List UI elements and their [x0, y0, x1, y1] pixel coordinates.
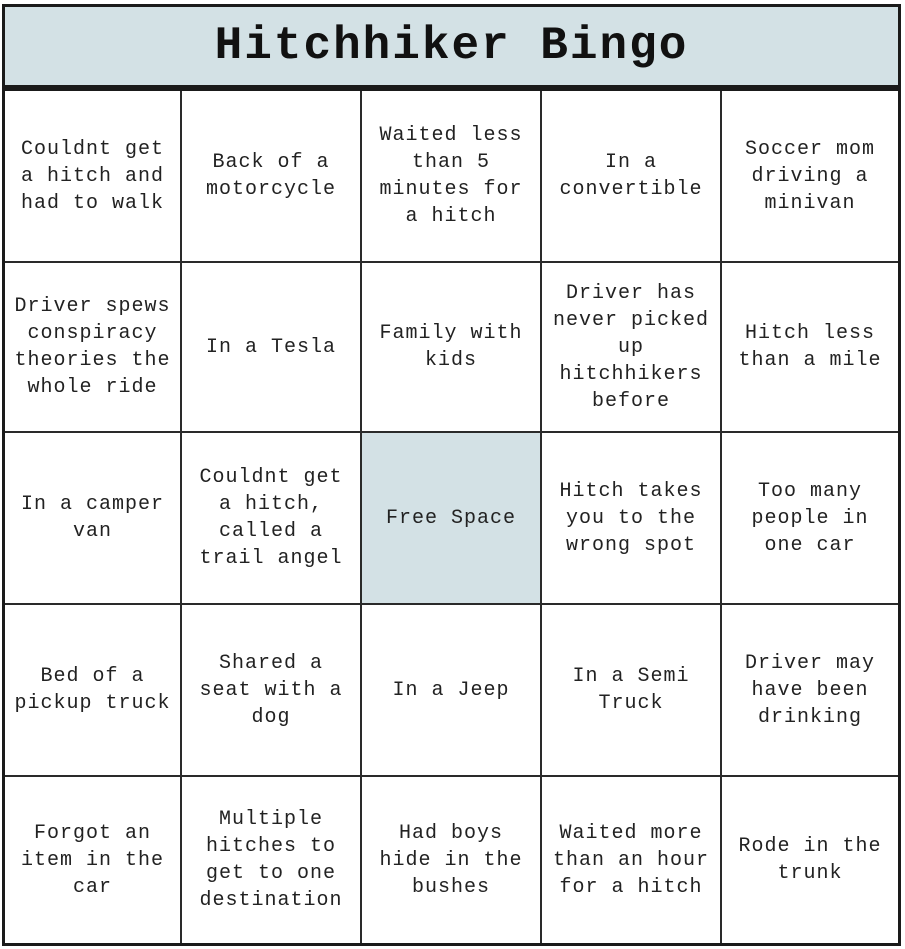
bingo-cell: Too many people in one car — [722, 433, 898, 605]
bingo-cell: Rode in the trunk — [722, 777, 898, 943]
bingo-cell: Driver has never picked up hitchhikers before — [542, 263, 722, 433]
bingo-cell: Driver may have been drinking — [722, 605, 898, 777]
title-bar — [2, 4, 901, 88]
bingo-cell: In a camper van — [5, 433, 182, 605]
bingo-cell: Waited more than an hour for a hitch — [542, 777, 722, 943]
bingo-cell: Hitch less than a mile — [722, 263, 898, 433]
bingo-cell: Bed of a pickup truck — [5, 605, 182, 777]
bingo-cell: Family with kids — [362, 263, 542, 433]
free-space-cell: Free Space — [362, 433, 542, 605]
bingo-cell: Had boys hide in the bushes — [362, 777, 542, 943]
bingo-cell: Driver spews conspiracy theories the whole ride — [5, 263, 182, 433]
bingo-cell: Soccer mom driving a minivan — [722, 91, 898, 263]
bingo-cell: Shared a seat with a dog — [182, 605, 362, 777]
bingo-cell: Waited less than 5 minutes for a hitch — [362, 91, 542, 263]
bingo-cell: In a Semi Truck — [542, 605, 722, 777]
bingo-cell: Hitch takes you to the wrong spot — [542, 433, 722, 605]
bingo-cell: Forgot an item in the car — [5, 777, 182, 943]
bingo-cell: In a convertible — [542, 91, 722, 263]
bingo-cell: Back of a motorcycle — [182, 91, 362, 263]
bingo-cell: Couldnt get a hitch and had to walk — [5, 91, 182, 263]
bingo-grid — [2, 88, 901, 946]
bingo-cell: In a Jeep — [362, 605, 542, 777]
bingo-cell: Couldnt get a hitch, called a trail angel — [182, 433, 362, 605]
bingo-cell: Multiple hitches to get to one destination — [182, 777, 362, 943]
page-title: Hitchhiker Bingo — [214, 20, 689, 72]
bingo-cell: In a Tesla — [182, 263, 362, 433]
